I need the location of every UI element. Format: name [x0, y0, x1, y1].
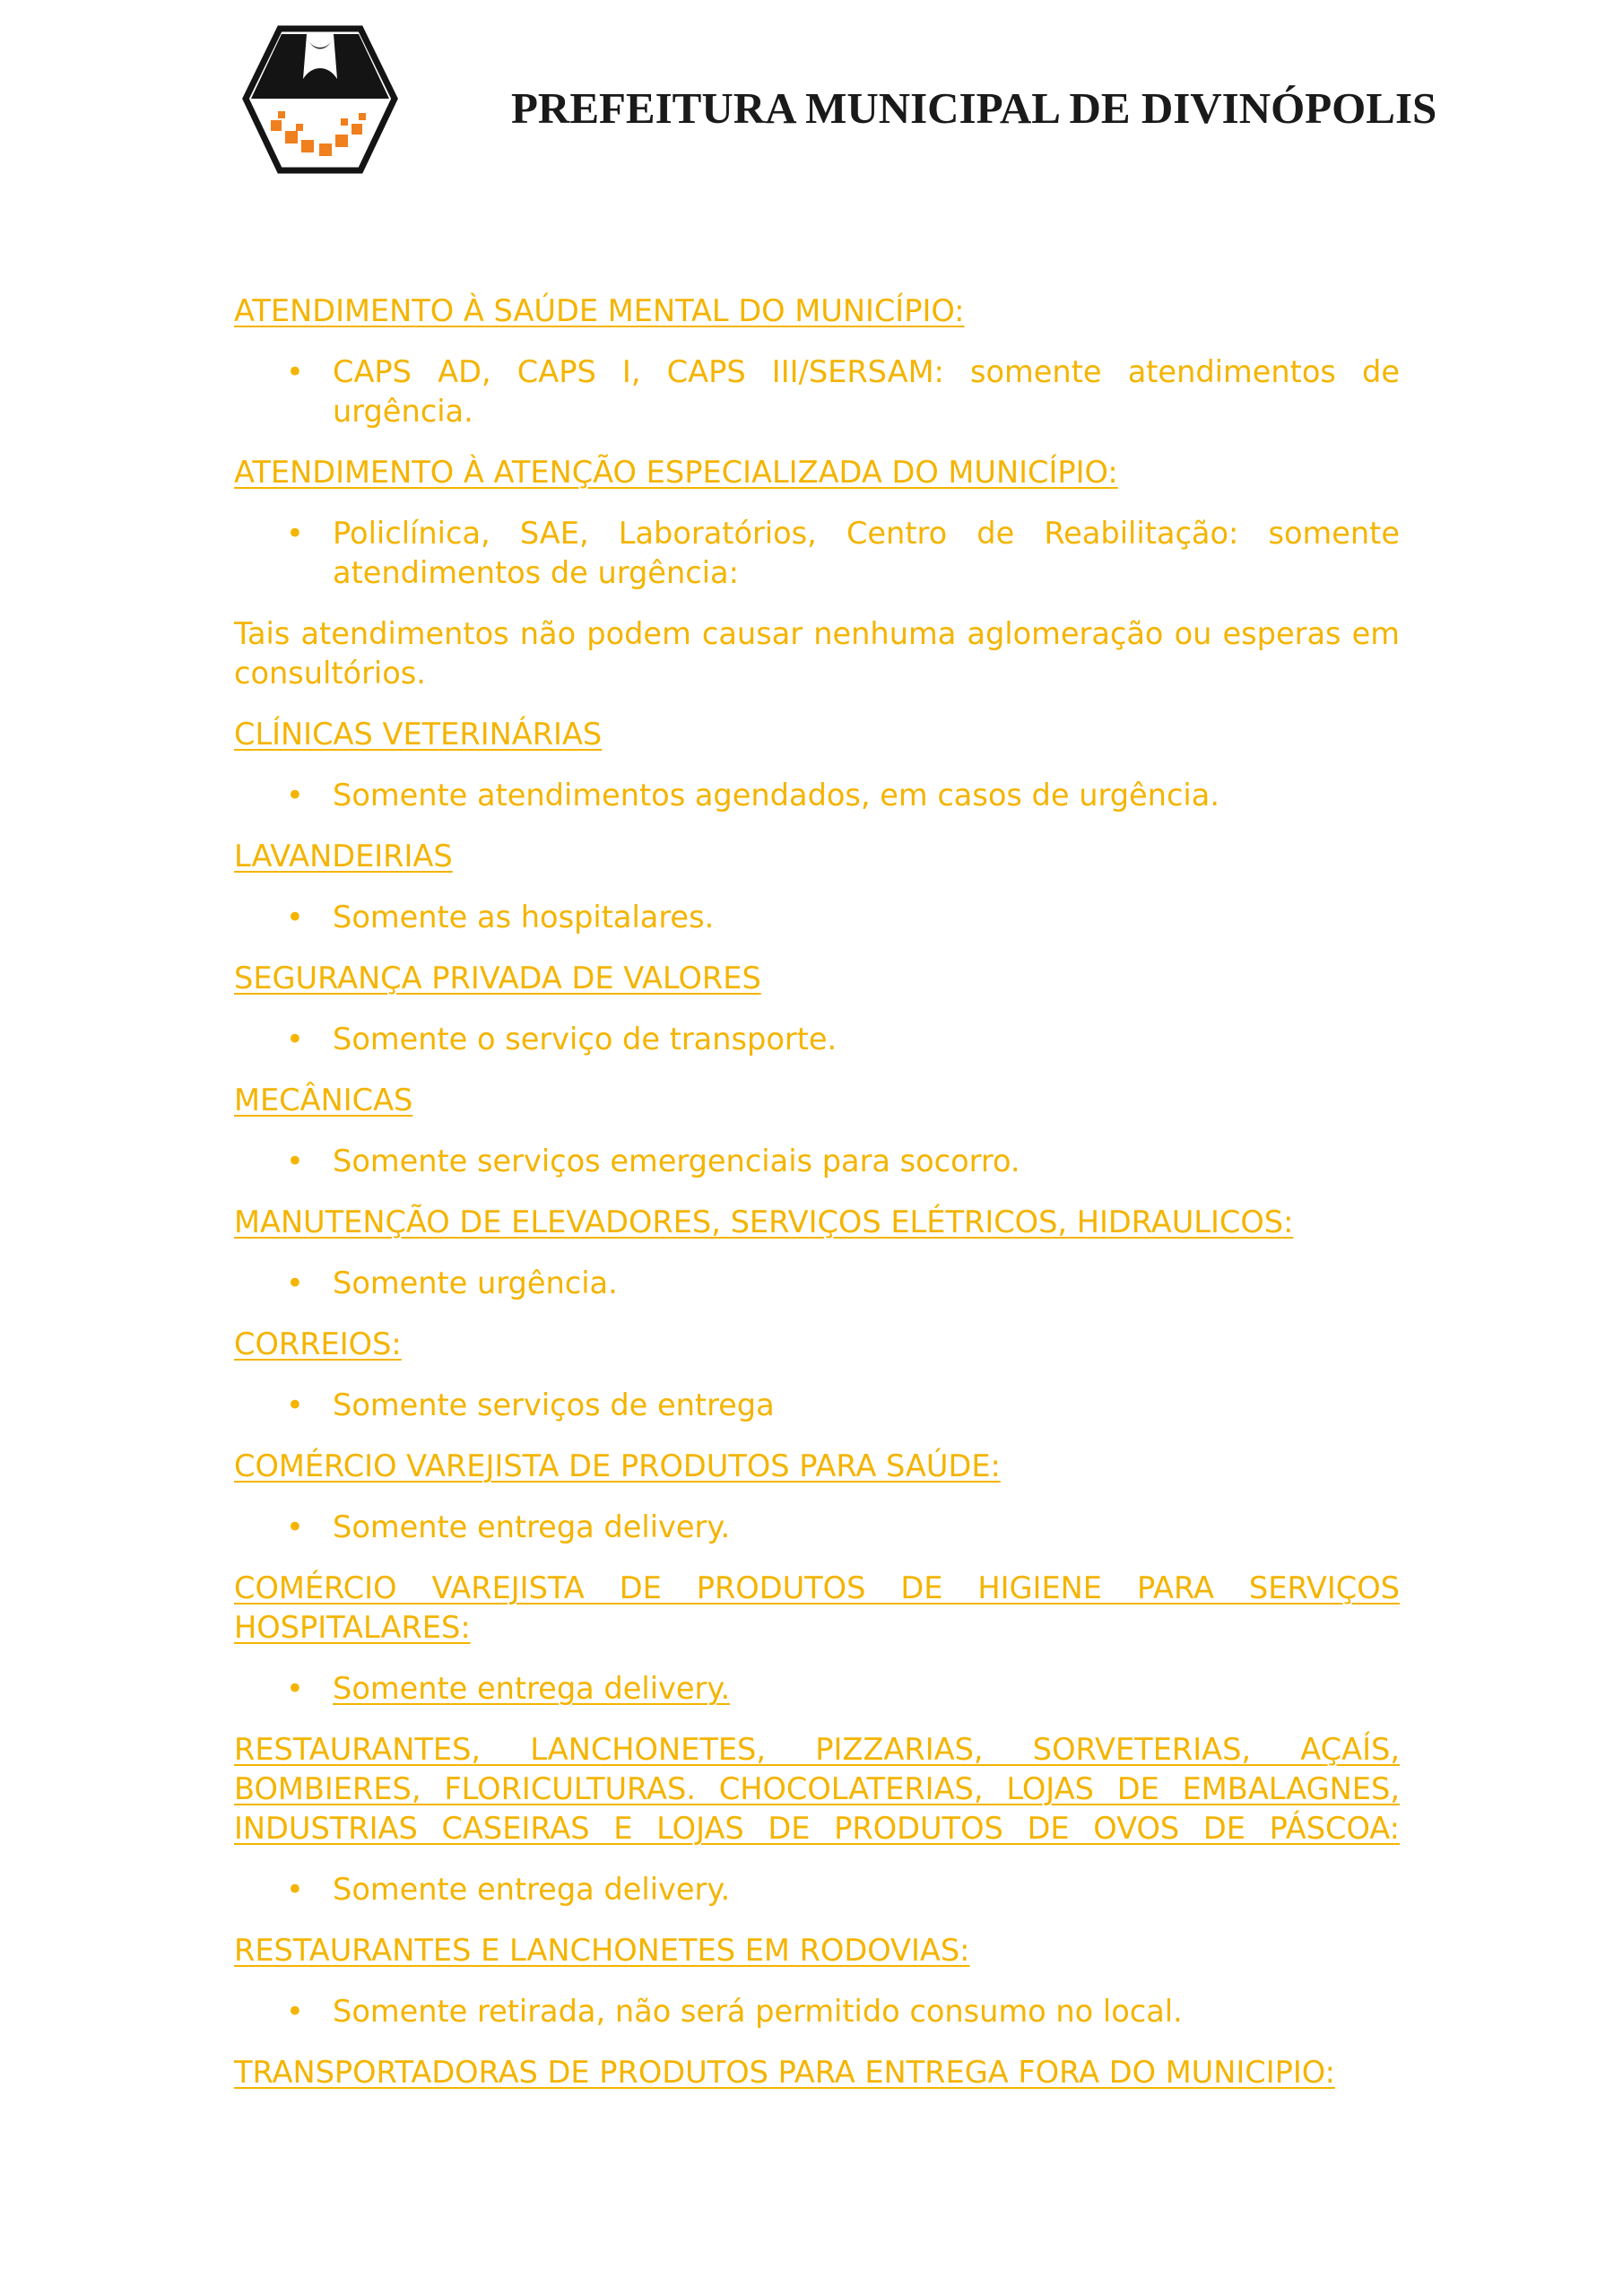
page-title: PREFEITURA MUNICIPAL DE DIVINÓPOLIS [511, 83, 1437, 133]
bullet-icon: • [286, 1994, 304, 2029]
bullet-icon: • [286, 1265, 304, 1300]
section-heading-seguranca-privada: SEGURANÇA PRIVADA DE VALORES [234, 961, 761, 996]
bullet-icon: • [286, 1509, 304, 1544]
bullet-icon: • [286, 516, 304, 551]
list-item: • Somente urgência. [234, 1264, 1400, 1303]
section-heading-correios: CORREIOS: [234, 1326, 402, 1361]
section-heading-manutencao: MANUTENÇÃO DE ELEVADORES, SERVIÇOS ELÉTRICOS, HIDRAULICOS: [234, 1205, 1294, 1239]
bullet-icon: • [286, 1022, 304, 1057]
list-item: • Somente entrega delivery. [234, 1870, 1400, 1909]
section-heading-restaurantes: RESTAURANTES, LANCHONETES, PIZZARIAS, SORVETERIAS, AÇAÍS, BOMBIERES, FLORICULTURAS. CHOCOLATERIAS, LOJAS DE EMBALAGNES, INDUSTRIAS CASEIRAS E LOJAS DE PRODUTOS DE OVOS DE PÁSCOA: [234, 1732, 1400, 1846]
section-heading-clinicas-veterinarias: CLÍNICAS VETERINÁRIAS [234, 717, 603, 752]
list-item: • Somente atendimentos agendados, em casos de urgência. [234, 776, 1400, 815]
section-heading-atencao-especializada: ATENDIMENTO À ATENÇÃO ESPECIALIZADA DO MUNICÍPIO: [234, 455, 1118, 490]
section-heading-lavanderias: LAVANDEIRIAS [234, 839, 453, 874]
list-item: • Somente retirada, não será permitido consumo no local. [234, 1992, 1400, 2031]
section-heading-transportadoras: TRANSPORTADORAS DE PRODUTOS PARA ENTREGA FORA DO MUNICIPIO: [234, 2055, 1335, 2090]
bullet-icon: • [286, 1671, 304, 1706]
list-item: • Somente serviços de entrega [234, 1386, 1400, 1425]
list-item: • Somente o serviço de transporte. [234, 1020, 1400, 1059]
list-item: • Somente entrega delivery. [234, 1669, 1400, 1709]
section-heading-saude-mental: ATENDIMENTO À SAÚDE MENTAL DO MUNICÍPIO: [234, 293, 965, 328]
bullet-icon: • [286, 1872, 304, 1907]
list-item: • Policlínica, SAE, Laboratórios, Centro de Reabilitação: somente atendimentos de urgência: [286, 516, 1400, 590]
section-heading-mecanicas: MECÂNICAS [234, 1083, 413, 1118]
bullet-icon: • [286, 1387, 304, 1422]
list-item: • CAPS AD, CAPS I, CAPS III/SERSAM: somente atendimentos de urgência. [286, 354, 1400, 429]
paragraph-note: Tais atendimentos não podem causar nenhuma aglomeração ou esperas em consultórios. [234, 616, 1400, 691]
section-heading-rodovias: RESTAURANTES E LANCHONETES EM RODOVIAS: [234, 1933, 970, 1968]
bullet-icon: • [286, 1144, 304, 1178]
section-heading-comercio-saude: COMÉRCIO VAREJISTA DE PRODUTOS PARA SAÚDE: [234, 1448, 1001, 1483]
document-body [234, 291, 1400, 2092]
municipal-logo [242, 25, 398, 174]
list-item: • Somente serviços emergenciais para socorro. [234, 1142, 1400, 1181]
bullet-icon: • [286, 354, 304, 389]
section-heading-comercio-higiene: COMÉRCIO VAREJISTA DE PRODUTOS DE HIGIENE PARA SERVIÇOS HOSPITALARES: [234, 1570, 1400, 1645]
list-item: • Somente entrega delivery. [234, 1508, 1400, 1547]
list-item: • Somente as hospitalares. [234, 898, 1400, 937]
bullet-icon: • [286, 900, 304, 935]
bullet-icon: • [286, 778, 304, 813]
